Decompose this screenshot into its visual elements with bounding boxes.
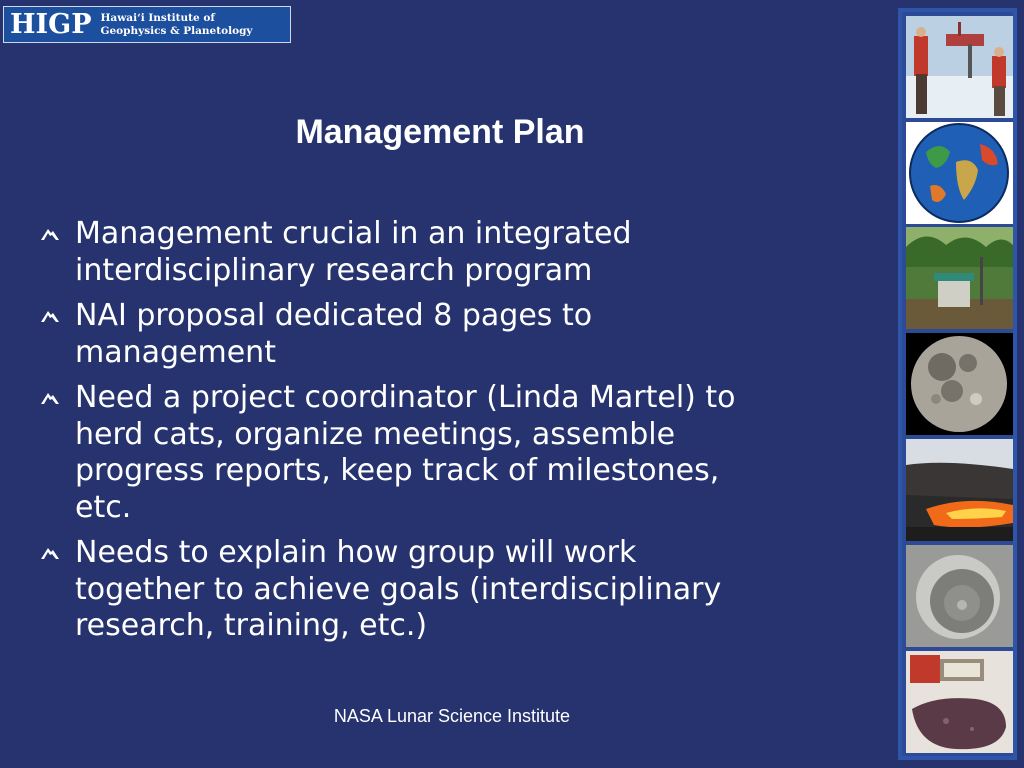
field-workers-photo <box>906 16 1013 118</box>
slide-footer: NASA Lunar Science Institute <box>333 706 571 726</box>
bullet-line: Need a project coordinator (Linda Martel) to <box>75 380 736 415</box>
bullet-item <box>40 380 860 526</box>
bullet-line: Management crucial in an integrated <box>75 216 632 251</box>
earth-globe-photo <box>906 122 1013 224</box>
bullet-line: management <box>75 334 276 370</box>
higp-logo <box>3 6 291 43</box>
bullet-item <box>40 216 860 289</box>
bullet-list <box>40 216 860 654</box>
bullet-line: interdisciplinary research program <box>75 252 593 288</box>
bullet-line: etc. <box>75 489 132 525</box>
photo-strip <box>898 8 1017 760</box>
lava-flow-photo <box>906 439 1013 541</box>
forest-instrument-photo <box>906 227 1013 329</box>
bullet-line: together to achieve goals (interdisciplinary <box>75 571 722 607</box>
logo-subtitle <box>101 12 253 38</box>
bullet-line: NAI proposal dedicated 8 pages to <box>75 298 593 333</box>
mountain-bullet-icon <box>40 391 60 405</box>
full-moon-photo <box>906 333 1013 435</box>
slide-title: Management Plan <box>295 113 585 151</box>
bullet-line: progress reports, keep track of milestones, <box>75 453 720 488</box>
logo-mark: HIGP <box>10 9 92 40</box>
logo-subtitle-line-2: Geophysics & Planetology <box>100 24 253 37</box>
meteorite-sample-photo <box>906 651 1013 753</box>
bullet-item <box>40 535 860 645</box>
bullet-line: herd cats, organize meetings, assemble <box>75 416 676 452</box>
bullet-line: Needs to explain how group will work <box>75 535 637 570</box>
mountain-bullet-icon <box>40 546 60 560</box>
logo-subtitle-line-1: Hawaiʻi Institute of <box>100 11 215 24</box>
crater-photo <box>906 545 1013 647</box>
bullet-item <box>40 298 860 371</box>
mountain-bullet-icon <box>40 227 60 241</box>
mountain-bullet-icon <box>40 309 60 323</box>
bullet-line: research, training, etc.) <box>75 608 428 643</box>
